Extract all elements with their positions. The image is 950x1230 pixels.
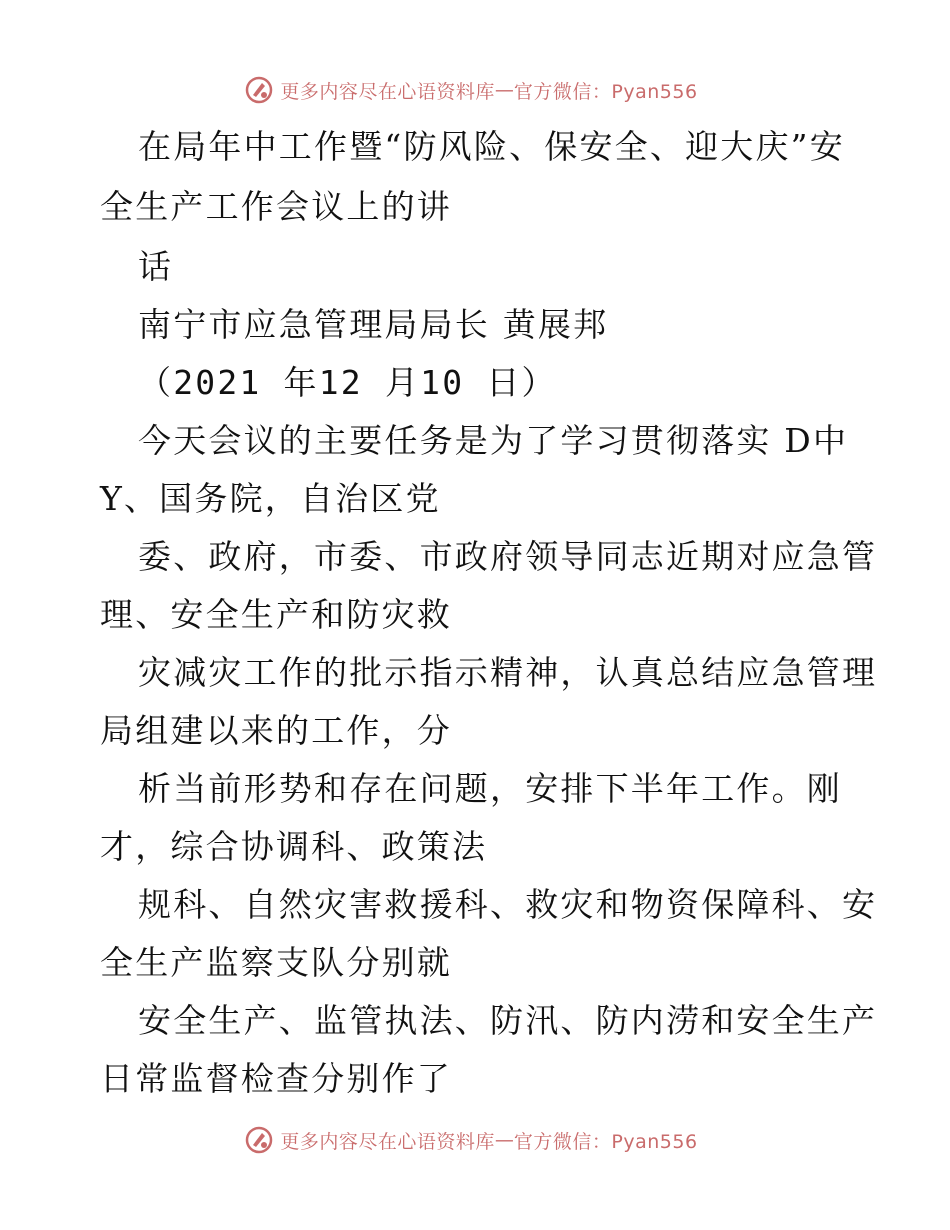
body-line: 析当前形势和存在问题，安排下半年工作。刚	[138, 769, 842, 808]
watermark-separator: —	[494, 79, 514, 101]
watermark-text: 更多内容尽在心语资料库	[280, 80, 495, 103]
body-line: 全生产监察支队分别就	[100, 943, 452, 982]
body-line: 日常监督检查分别作了	[100, 1059, 452, 1098]
watermark-separator: —	[494, 1129, 514, 1151]
logo-seal-icon	[244, 75, 274, 105]
watermark-text: 更多内容尽在心语资料库	[280, 1130, 495, 1153]
title-line-3: 话	[138, 247, 174, 286]
title-line-1: 在局年中工作暨“防风险、保安全、迎大庆”安	[138, 127, 845, 166]
body-line: 理、安全生产和防灾救	[100, 595, 452, 634]
body-line: 才，综合协调科、政策法	[100, 827, 488, 866]
logo-seal-icon	[244, 1125, 274, 1155]
date-line: （2021 年12 月10 日）	[138, 363, 557, 402]
author-line: 南宁市应急管理局局长 黄展邦	[138, 305, 609, 344]
body-line: Y、国务院，自治区党	[100, 479, 441, 518]
body-line: 规科、自然灾害救援科、救灾和物资保障科、安	[138, 885, 878, 924]
body-line: 今天会议的主要任务是为了学习贯彻落实 D中	[138, 421, 849, 460]
watermark-contact: 官方微信：Pyan556	[513, 80, 698, 103]
body-line: 局组建以来的工作，分	[100, 711, 452, 750]
body-line: 安全生产、监管执法、防汛、防内涝和安全生产	[138, 1001, 878, 1040]
footer-watermark	[0, 1120, 950, 1160]
watermark-contact: 官方微信：Pyan556	[513, 1130, 698, 1153]
body-line: 委、政府，市委、市政府领导同志近期对应急管	[138, 537, 878, 576]
title-line-2: 全生产工作会议上的讲	[100, 187, 452, 226]
body-line: 灾减灾工作的批示指示精神，认真总结应急管理	[138, 653, 878, 692]
header-watermark	[0, 70, 950, 110]
